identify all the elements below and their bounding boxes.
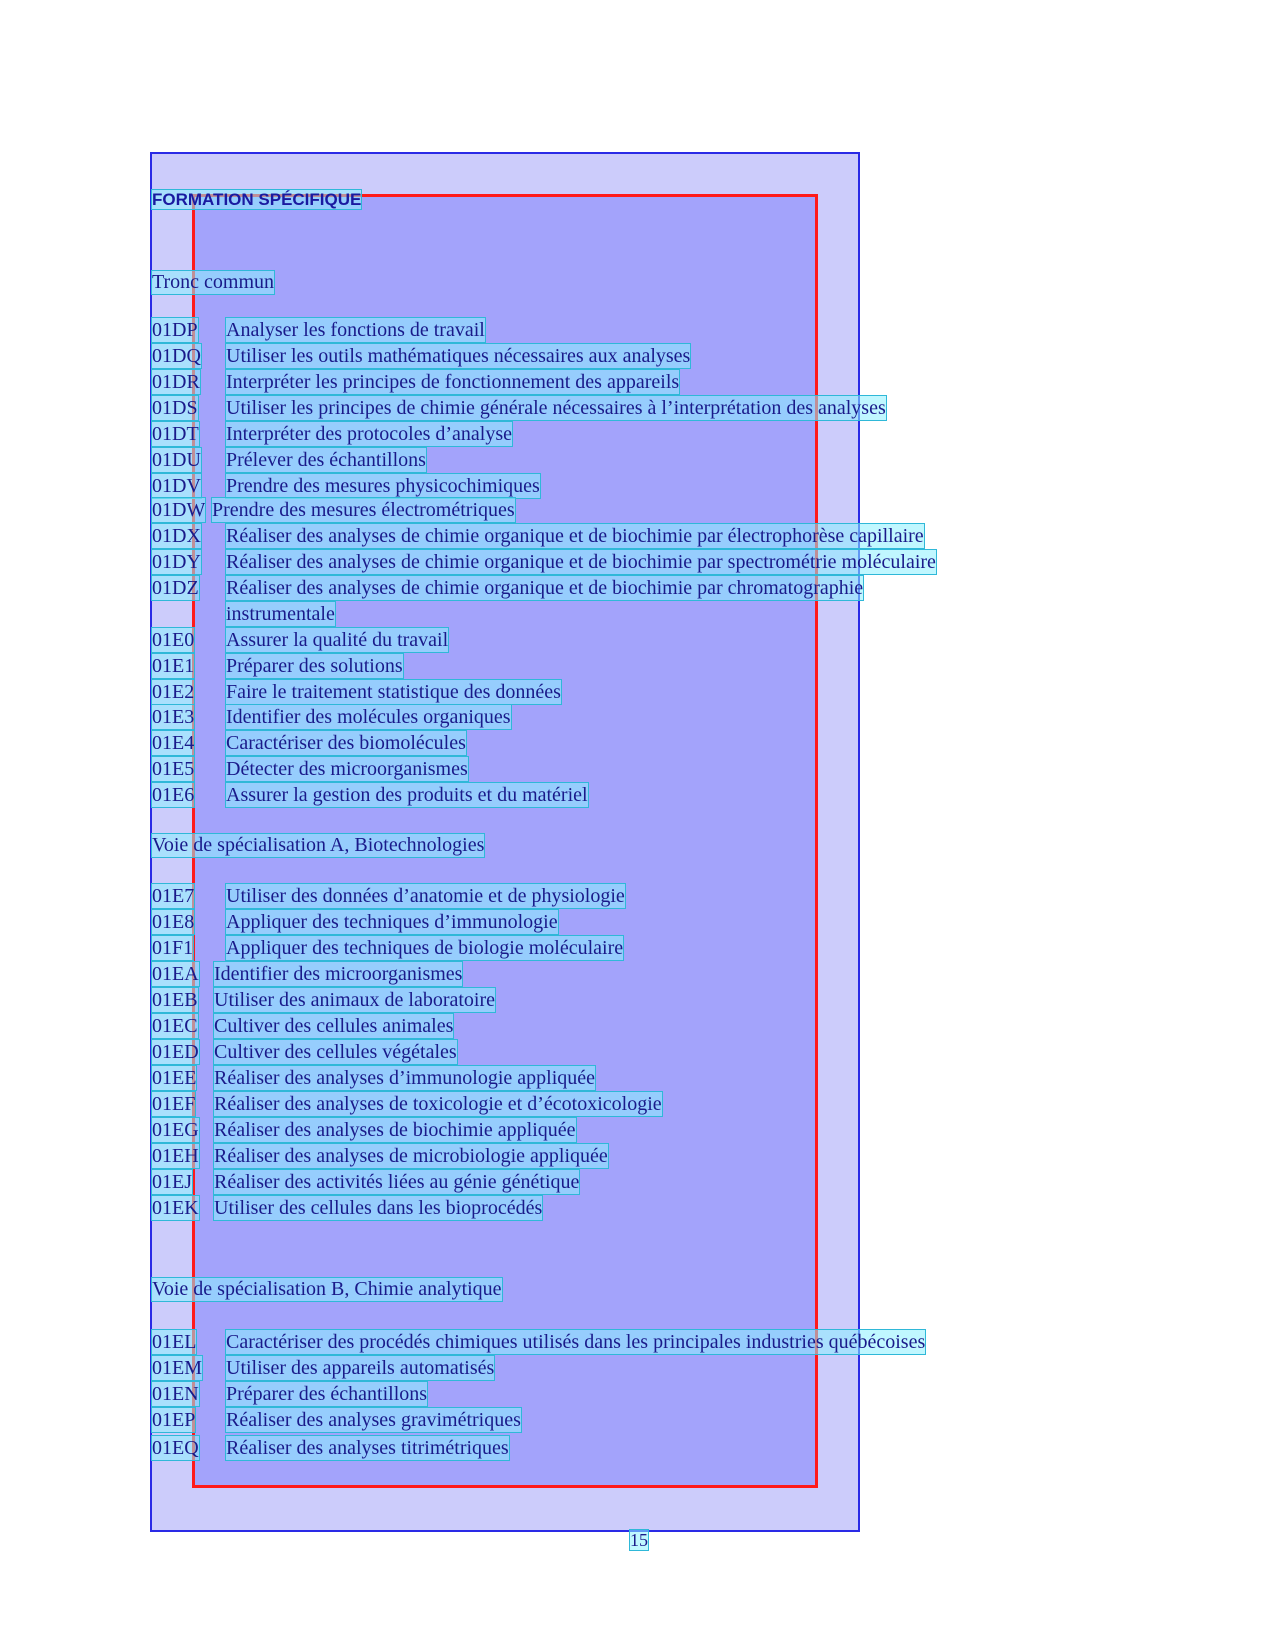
course-code: 01EE xyxy=(152,1067,197,1089)
section-title-tronc-commun: Tronc commun xyxy=(152,271,275,293)
course-label: Identifier des microorganismes xyxy=(214,963,463,985)
course-code: 01F1 xyxy=(152,937,194,959)
course-code: 01DS xyxy=(152,397,198,419)
course-label: Faire le traitement statistique des données xyxy=(226,681,561,703)
course-label: Utiliser des appareils automatisés xyxy=(226,1357,495,1379)
course-code: 01DP xyxy=(152,319,198,341)
course-code: 01EB xyxy=(152,989,198,1011)
course-code: 01E6 xyxy=(152,784,195,806)
course-code: 01E4 xyxy=(152,732,195,754)
course-label: Réaliser des analyses de chimie organique et de biochimie par électrophorèse capillaire xyxy=(226,525,924,547)
course-code: 01EF xyxy=(152,1093,196,1115)
course-code: 01DT xyxy=(152,423,199,445)
course-label: Réaliser des analyses titrimétriques xyxy=(226,1437,509,1459)
course-code: 01DY xyxy=(152,551,201,573)
course-code: 01E1 xyxy=(152,655,195,677)
course-label: Réaliser des analyses gravimétriques xyxy=(226,1409,521,1431)
course-label: Utiliser des animaux de laboratoire xyxy=(214,989,496,1011)
course-code: 01DQ xyxy=(152,345,201,367)
course-code: 01EK xyxy=(152,1197,199,1219)
course-label: Assurer la gestion des produits et du matériel xyxy=(226,784,588,806)
course-code: 01E7 xyxy=(152,885,195,907)
course-code: 01E8 xyxy=(152,911,195,933)
course-code: 01EM xyxy=(152,1357,202,1379)
section-title-biotechnologies: Voie de spécialisation A, Biotechnologies xyxy=(152,834,485,856)
course-label: Réaliser des analyses de toxicologie et d’écotoxicologie xyxy=(214,1093,662,1115)
course-label-continued: instrumentale xyxy=(226,603,335,625)
course-code: 01E3 xyxy=(152,706,195,728)
section-title-chimie-analytique: Voie de spécialisation B, Chimie analytique xyxy=(152,1278,502,1300)
course-label: Utiliser les outils mathématiques nécessaires aux analyses xyxy=(226,345,691,367)
course-code: 01EP xyxy=(152,1409,196,1431)
course-code: 01ED xyxy=(152,1041,199,1063)
course-label: Réaliser des analyses de chimie organique et de biochimie par spectrométrie moléculaire xyxy=(226,551,936,573)
course-label: Interpréter les principes de fonctionnement des appareils xyxy=(226,371,680,393)
course-code: 01EC xyxy=(152,1015,198,1037)
course-label: Utiliser les principes de chimie générale nécessaires à l’interprétation des analyses xyxy=(226,397,886,419)
course-label: Détecter des microorganismes xyxy=(226,758,468,780)
course-code: 01DX xyxy=(152,525,201,547)
course-label: Identifier des molécules organiques xyxy=(226,706,511,728)
course-code: 01DU xyxy=(152,449,201,471)
course-code: 01E0 xyxy=(152,629,195,651)
course-label: Prélever des échantillons xyxy=(226,449,426,471)
course-label: Réaliser des analyses de chimie organique et de biochimie par chromatographie xyxy=(226,577,864,599)
course-code: 01EN xyxy=(152,1383,199,1405)
course-label: Utiliser des cellules dans les bioprocédés xyxy=(214,1197,543,1219)
course-label: Caractériser des procédés chimiques utilisés dans les principales industries québécoises xyxy=(226,1331,926,1353)
course-code: 01DV xyxy=(152,475,201,497)
course-code: 01EH xyxy=(152,1145,199,1167)
course-code: 01EL xyxy=(152,1331,197,1353)
course-code: 01DW xyxy=(152,499,206,521)
page-heading: FORMATION SPÉCIFIQUE xyxy=(152,190,362,209)
course-label: Prendre des mesures électrométriques xyxy=(212,499,515,521)
course-label: Prendre des mesures physicochimiques xyxy=(226,475,540,497)
course-code: 01EA xyxy=(152,963,199,985)
course-label: Appliquer des techniques d’immunologie xyxy=(226,911,558,933)
course-label: Préparer des solutions xyxy=(226,655,403,677)
course-code: 01DR xyxy=(152,371,200,393)
course-label: Préparer des échantillons xyxy=(226,1383,428,1405)
course-code: 01DZ xyxy=(152,577,199,599)
course-label: Utiliser des données d’anatomie et de physiologie xyxy=(226,885,625,907)
course-label: Cultiver des cellules animales xyxy=(214,1015,454,1037)
course-label: Réaliser des activités liées au génie génétique xyxy=(214,1171,580,1193)
course-label: Cultiver des cellules végétales xyxy=(214,1041,457,1063)
course-label: Caractériser des biomolécules xyxy=(226,732,466,754)
course-code: 01EJ xyxy=(152,1171,192,1193)
course-code: 01E5 xyxy=(152,758,195,780)
course-label: Interpréter des protocoles d’analyse xyxy=(226,423,512,445)
course-label: Appliquer des techniques de biologie moléculaire xyxy=(226,937,624,959)
course-label: Assurer la qualité du travail xyxy=(226,629,449,651)
course-code: 01E2 xyxy=(152,681,195,703)
page-number: 15 xyxy=(630,1530,648,1550)
course-label: Réaliser des analyses de microbiologie appliquée xyxy=(214,1145,608,1167)
course-label: Réaliser des analyses de biochimie appliquée xyxy=(214,1119,576,1141)
course-label: Analyser les fonctions de travail xyxy=(226,319,485,341)
course-label: Réaliser des analyses d’immunologie appliquée xyxy=(214,1067,596,1089)
course-code: 01EG xyxy=(152,1119,199,1141)
course-code: 01EQ xyxy=(152,1437,199,1459)
